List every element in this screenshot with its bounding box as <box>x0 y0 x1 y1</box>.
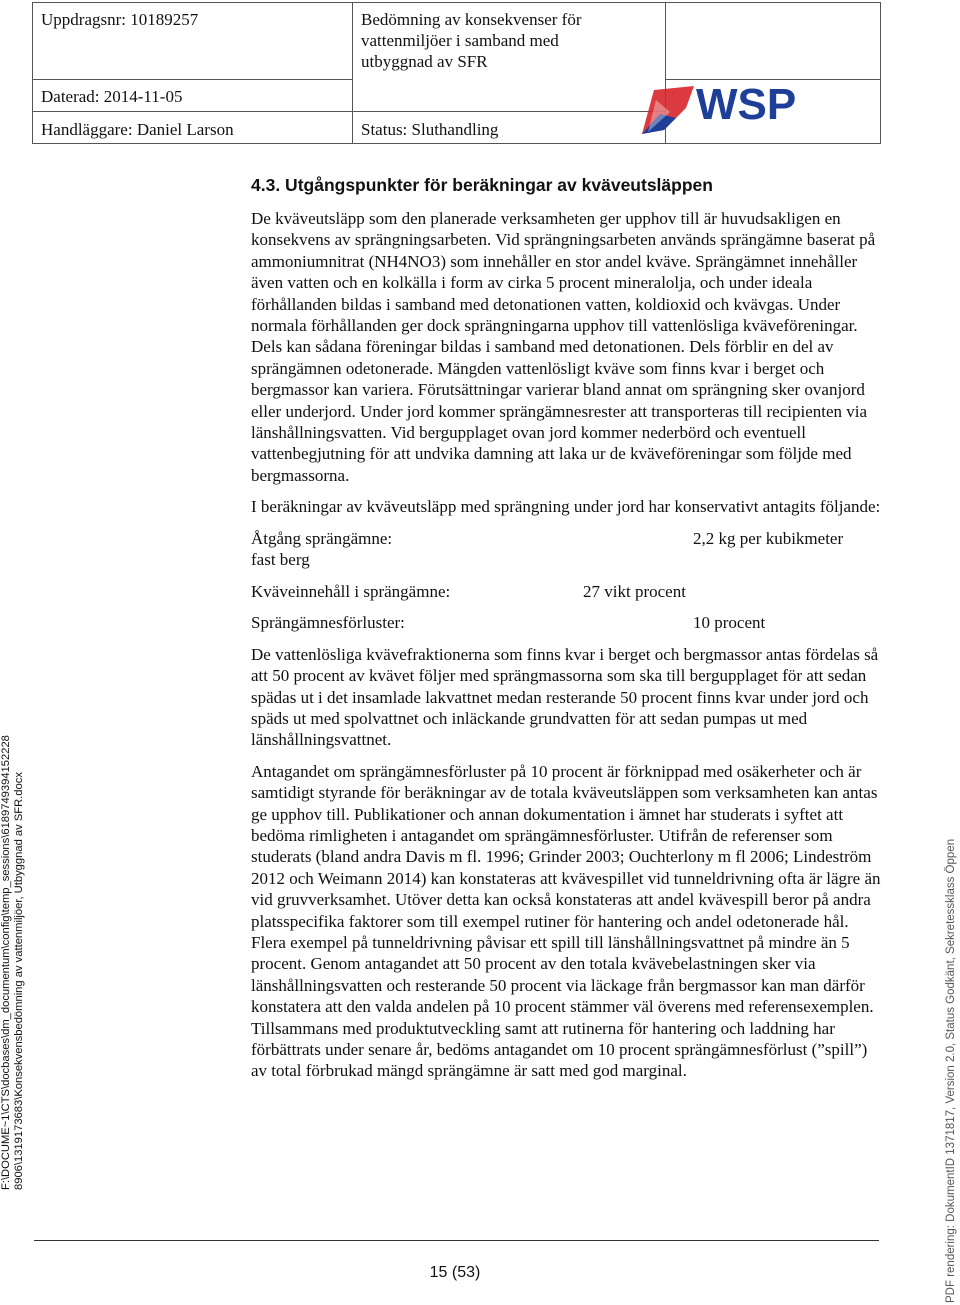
spec-row-explosive-usage <box>251 528 886 581</box>
paragraph-3: De vattenlösliga kvävefraktionerna som finns kvar i berget och bergmassor antas fördelas så att 50 procent av kvävet följer med sprängmassorna som ska till bergupplaget för att sedan spädas ut i det insamlade lakvattnet medan resterande 50 procent finns kvar under jord och späds ut med spolvattnet och inläckande grundvatten för att sedan pumpas ut med länshållningsvattnet. <box>251 644 879 750</box>
paragraph-1: De kväveutsläpp som den planerade verksamheten ger upphov till är huvudsakligen en konsekvens av sprängningsarbeten. Vid sprängningsarbeten används sprängämne baserat på ammoniumnitrat (NH4NO3) som innehåller en stor andel kväve. Sprängämnet innehåller även vatten och en kolkälla i form av cirka 5 procent mineralolja, och under ideala förhållanden bildas i samband med detonationen vatten, koldioxid och kvävgas. Under normala förhållanden ger dock sprängningarna upphov till vattenlösliga kväveföreningar. Dels kan sådana föreningar bildas i samband med detonationen. Dels förblir en del av sprängämnen odetonerade. Mängden vattenlösligt kväve som finns kvar i berget och bergmassor kan variera. Förutsättningar varierar bland annat om sprängning sker ovanjord eller underjord. Under jord kommer sprängämnesrester att transporteras till recipienten via länshållningsvatten. Vid bergupplaget ovan jord kommer nederbörd och eventuell vattenbegjutning för att undvika damning att laka ur de kväveföreningar som följde med bergmassorna. <box>251 209 876 485</box>
logo-text: WSP <box>696 80 797 129</box>
document-title: Bedömning av konsekvenser för vattenmiljöer i samband med utbyggnad av SFR <box>353 3 666 112</box>
spec-row-explosive-loss <box>251 612 886 644</box>
wsp-logo <box>640 78 840 140</box>
section-heading: 4.3. Utgångspunkter för beräkningar av kväveutsläppen <box>251 175 713 195</box>
page-number: 15 (53) <box>429 1264 481 1281</box>
project-number: Uppdragsnr: 10189257 <box>33 3 353 80</box>
file-path-margin: F:\DOCUME~1\CTS\docbases\dm_documentum\config\temp_sessions\6189749394152228 8906\1319173683\Konsekvensbedömning av vattenmiljöer, Utbyggnad av SFR.docx <box>0 735 25 1190</box>
document-status: Status: Sluthandling <box>353 112 666 143</box>
paragraph-2: I beräkningar av kväveutsläpp med sprängning under jord har konservativt antagits följande: <box>251 497 881 517</box>
spec-label: Kväveinnehåll i sprängämne: <box>251 581 451 601</box>
wsp-logo-graphic <box>640 78 840 140</box>
footer-divider <box>34 1240 879 1241</box>
main-content <box>251 174 886 1092</box>
pdf-rendering-margin: PDF rendering: DokumentID 1371817, Version 2.0, Status Godkänt, Sekretessklass Öppen <box>945 838 957 1303</box>
spec-value: 10 procent <box>693 612 766 632</box>
document-handler: Handläggare: Daniel Larson <box>33 112 353 143</box>
spec-value: 2,2 kg per kubikmeter <box>693 528 844 548</box>
document-date: Daterad: 2014-11-05 <box>33 80 353 112</box>
spec-value: 27 vikt procent <box>583 581 686 601</box>
spec-row-nitrogen-content <box>251 581 886 612</box>
spec-label: Åtgång sprängämne: fast berg <box>251 528 393 570</box>
spec-label: Sprängämnesförluster: <box>251 612 405 632</box>
paragraph-4: Antagandet om sprängämnesförluster på 10 procent är förknippad med osäkerheter och är samtidigt styrande för beräkningar av de totala kväveutsläppen som verksamheten kan antas ge upphov till. Publikationer och annan dokumentation i ämnet har studerats i syftet att bedöma rimligheten i antagandet om sprängämnesförluster. Utifrån de referenser som studerats (bland andra Davis m fl. 1996; Grinder 2003; Ouchterlony m fl 2006; Lindeström 2012 och Weimann 2014) kan konstateras att kvävespillet vid tunneldrivning ofta är lägre än vid gruvverksamhet. Utöver detta kan också konstateras att andel kvävespill beror på andra platsspecifika faktorer som till exempel rutiner för hantering och andel odetonerade hål. Flera exempel på tunneldrivning påvisar ett spill till länshållningsvattnet på mindre än 5 procent. Genom antagandet att 50 procent av den totala kvävebelastningen sker via länshållningsvatten och resterande 50 procent via läckage från bergmassor kan man därför konstatera att den valda andelen på 10 procent stämmer väl överens med referensexemplen. Tillsammans med produktutveckling samt att rutinerna för hantering och laddning har förbättrats under senare år, bedöms antagandet om 10 procent sprängämnesförlust (”spill”) av total förbrukad mängd sprängämne är satt med god marginal. <box>251 761 881 1081</box>
